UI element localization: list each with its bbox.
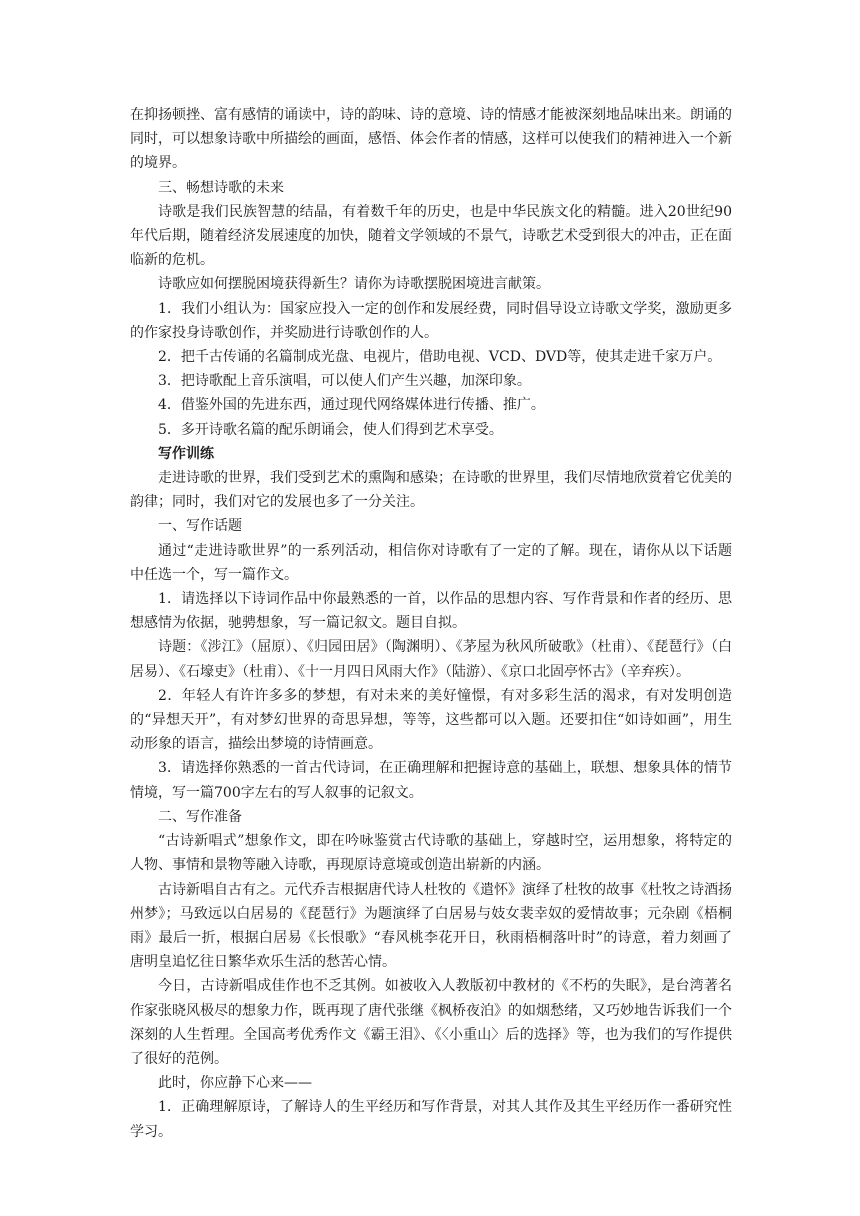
- paragraph-calm-down: 此时，你应静下心来——: [158, 1075, 312, 1092]
- heading-future-of-poetry: 三、畅想诗歌的未来: [158, 179, 284, 196]
- suggestion-item-4: 4．借鉴外国的先进东西，通过现代网络媒体进行传播、推广。: [158, 397, 545, 414]
- suggestion-item-3: 3．把诗歌配上音乐演唱，可以使人们产生兴趣，加深印象。: [158, 373, 531, 390]
- section-title-writing-training: 写作训练: [158, 445, 214, 462]
- heading-writing-preparation: 二、写作准备: [158, 808, 242, 825]
- topic-item-1: 1．请选择以下诗词作品中你最熟悉的一首，以作品的思想内容、写作背景和作者的经历、思想感情为依据，驰骋想象，写一篇记叙文。题目自拟。: [130, 591, 732, 632]
- paragraph-definition: “古诗新唱式”想象作文，即在吟咏鉴赏古代诗歌的基础上，穿越时空，运用想象，将特定的人物、事情和景物等融入诗歌，再现原诗意境或创造出崭新的内涵。: [130, 833, 732, 874]
- poem-title-list: 诗题：《涉江》（屈原）、《归园田居》（陶渊明）、《茅屋为秋风所破歌》（杜甫）、《琵琶行》（白居易）、《石壕吏》（杜甫）、《十一月四日风雨大作》（陆游）、《京口北固亭怀古》（辛弃疾）。: [130, 639, 732, 680]
- preparation-item-1: 1．正确理解原诗，了解诗人的生平经历和写作背景，对其人其作及其生平经历作一番研究性学习。: [130, 1099, 732, 1140]
- paragraph-reading-aloud: 在抑扬顿挫、富有感情的诵读中，诗的韵味、诗的意境、诗的情感才能被深刻地品味出来。朗诵的同时，可以想象诗歌中所描绘的画面，感悟、体会作者的情感，这样可以使我们的精神进入一个新的境界。: [130, 107, 732, 172]
- topic-item-3: 3．请选择你熟悉的一首古代诗词，在正确理解和把握诗意的基础上，联想、想象具体的情节情境，写一篇700字左右的写人叙事的记叙文。: [130, 760, 732, 801]
- document-page: [130, 103, 732, 1144]
- paragraph-historical-examples: 古诗新唱自古有之。元代乔吉根据唐代诗人杜牧的《遣怀》演绎了杜牧的故事《杜牧之诗酒扬州梦》；马致远以白居易的《琵琶行》为题演绎了白居易与妓女裴幸奴的爱情故事；元杂剧《梧桐雨》最后一折，根据白居易《长恨歌》“春风桃李花开日，秋雨梧桐落叶时”的诗意，着力刻画了唐明皇追忆往日繁华欢乐生活的愁苦心情。: [130, 881, 732, 971]
- paragraph-poetry-crisis: 诗歌是我们民族智慧的结晶，有着数千年的历史，也是中华民族文化的精髓。进入20世纪90年代后期，随着经济发展速度的加快，随着文学领域的不景气，诗歌艺术受到很大的冲击，正在面临新的危机。: [130, 203, 732, 269]
- paragraph-topics-intro: 通过“走进诗歌世界”的一系列活动，相信你对诗歌有了一定的了解。现在，请你从以下话题中任选一个，写一篇作文。: [130, 542, 732, 583]
- heading-writing-topics: 一、写作话题: [158, 518, 242, 535]
- paragraph-modern-examples: 今日，古诗新唱成佳作也不乏其例。如被收入人教版初中教材的《不朽的失眠》，是台湾著名作家张晓风极尽的想象力作，既再现了唐代张继《枫桥夜泊》的如烟愁绪，又巧妙地告诉我们一个深刻的人生哲理。全国高考优秀作文《霸王泪》、《〈小重山〉后的选择》等，也为我们的写作提供了很好的范例。: [130, 978, 732, 1067]
- paragraph-question: 诗歌应如何摆脱困境获得新生？请你为诗歌摆脱困境进言献策。: [158, 276, 550, 293]
- suggestion-item-5: 5．多开诗歌名篇的配乐朗诵会，使人们得到艺术享受。: [158, 421, 503, 438]
- paragraph-writing-intro: 走进诗歌的世界，我们受到艺术的熏陶和感染；在诗歌的世界里，我们尽情地欣赏着它优美的韵律；同时，我们对它的发展也多了一分关注。: [130, 470, 732, 511]
- suggestion-item-1: 1．我们小组认为：国家应投入一定的创作和发展经费，同时倡导设立诗歌文学奖，激励更多的作家投身诗歌创作，并奖励进行诗歌创作的人。: [130, 300, 732, 341]
- suggestion-item-2: 2．把千古传诵的名篇制成光盘、电视片，借助电视、VCD、DVD等，使其走进千家万户。: [158, 349, 722, 366]
- topic-item-2: 2．年轻人有许许多多的梦想，有对未来的美好憧憬，有对多彩生活的渴求，有对发明创造的“异想天开”，有对梦幻世界的奇思异想，等等，这些都可以入题。还要扣住“如诗如画”，用生动形象的语言，描绘出梦境的诗情画意。: [130, 687, 732, 753]
